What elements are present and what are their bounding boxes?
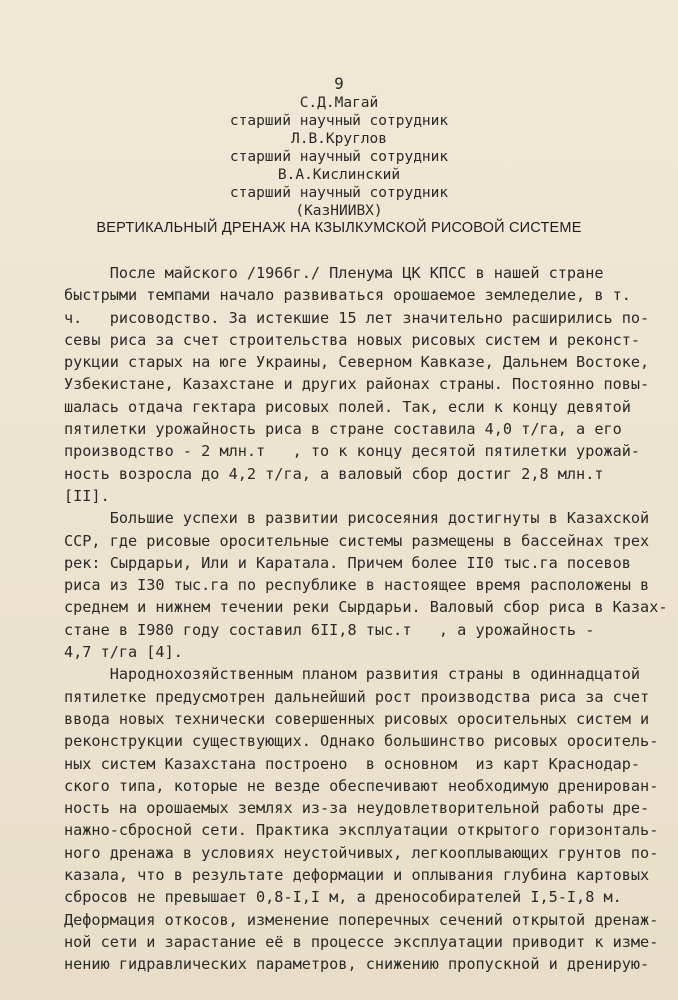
text-line: шалась отдача гектара рисовых полей. Так, если к концу девятой: [64, 397, 631, 416]
author-name: Л.В.Круглов: [290, 131, 388, 147]
text-line: севы риса за счет строительства новых рисовых систем и реконст-: [64, 330, 641, 349]
text-line: производство - 2 млн.т , то к концу десятой пятилетки урожай-: [64, 442, 641, 461]
text-line: ного дренажа в условиях неустойчивых, легкооплывающих грунтов по-: [64, 843, 659, 862]
text-line: нению гидравлических параметров, снижению пропускной и дренирую-: [64, 955, 650, 974]
author-institution: (КазНИИВХ): [295, 203, 383, 219]
text-line: рукции старых на юге Украины, Северном Кавказе, Дальнем Востоке,: [64, 353, 650, 372]
text-line: реконструкции существующих. Однако большинство рисовых ороситель-: [64, 732, 659, 751]
text-line: риса из I30 тыс.га по республике в настоящее время расположены в: [64, 576, 650, 595]
author-name: С.Д.Магай: [299, 95, 379, 111]
text-line: казала, что в результате деформации и оплывания глубина картовых: [64, 866, 650, 885]
text-line: быстрыми темпами начало развиваться орошаемое земледелие, в т.: [64, 286, 631, 305]
document-title: ВЕРТИКАЛЬНЫЙ ДРЕНАЖ НА КЗЫЛКУМСКОЙ РИСОВОЙ СИСТЕМЕ: [96, 220, 582, 236]
text-line: ность возросла до 4,2 т/га, а валовый сбор достиг 2,8 млн.т: [64, 464, 604, 483]
text-line: Узбекистане, Казахстане и других районах страны. Постоянно повы-: [64, 375, 650, 394]
text-line: стане в I980 году составил 6II,8 тыс.т , а урожайность -: [64, 620, 595, 639]
text-line: ССР, где рисовые оросительные системы размещены в бассейнах трех: [64, 531, 650, 550]
text-line: Деформация откосов, изменение поперечных сечений открытой дренаж-: [64, 910, 659, 929]
text-line: [II].: [64, 486, 110, 505]
author: [0, 94, 678, 130]
text-line: рек: Сырдарьи, Или и Каратала. Причем более II0 тыс.га посевов: [64, 553, 631, 572]
body-text: [64, 262, 668, 976]
text-line: пятилетке предусмотрен дальнейший рост производства риса за счет: [64, 687, 650, 706]
text-line: ных систем Казахстана построено в основном из карт Краснодар-: [64, 754, 641, 773]
author-block: [0, 94, 678, 220]
author-position: старший научный сотрудник: [229, 185, 449, 201]
text-line: среднем и нижнем течении реки Сырдарьи. Валовый сбор риса в Казах-: [64, 598, 668, 617]
author-name: В.А.Кислинский: [277, 167, 401, 183]
text-line: ского типа, которые не везде обеспечивают необходимую дренирован-: [64, 776, 659, 795]
author-position: старший научный сотрудник: [229, 149, 449, 165]
text-line: нажно-сбросной сети. Практика эксплуатации открытого горизонталь-: [64, 821, 659, 840]
page-number: 9: [334, 74, 344, 93]
text-line: ность на орошаемых землях из-за неудовлетворительной работы дре-: [64, 799, 650, 818]
text-line: Большие успехи в развитии рисосеяния достигнуты в Казахской: [64, 509, 650, 528]
text-line: сбросов не превышает 0,8-I,I м, а дреноcобирателей I,5-I,8 м.: [64, 888, 622, 907]
text-line: ч. рисоводство. За истекшие 15 лет значительно расширились по-: [64, 308, 650, 327]
text-line: ной сети и зарастание её в процессе эксплуатации приводит к изме-: [64, 932, 659, 951]
text-line: пятилетки урожайность риса в стране составила 4,0 т/га, а его: [64, 420, 622, 439]
text-line: 4,7 т/га [4].: [64, 643, 183, 662]
text-line: После майского /1966г./ Пленума ЦК КПСС в нашей стране: [64, 264, 604, 282]
text-line: Народнохозяйственным планом развития страны в одиннадцатой: [64, 665, 641, 684]
author: [0, 130, 678, 166]
author: [0, 166, 678, 220]
author-position: старший научный сотрудник: [229, 113, 449, 129]
text-line: ввода новых технически совершенных рисовых оросительных систем и: [64, 709, 650, 728]
